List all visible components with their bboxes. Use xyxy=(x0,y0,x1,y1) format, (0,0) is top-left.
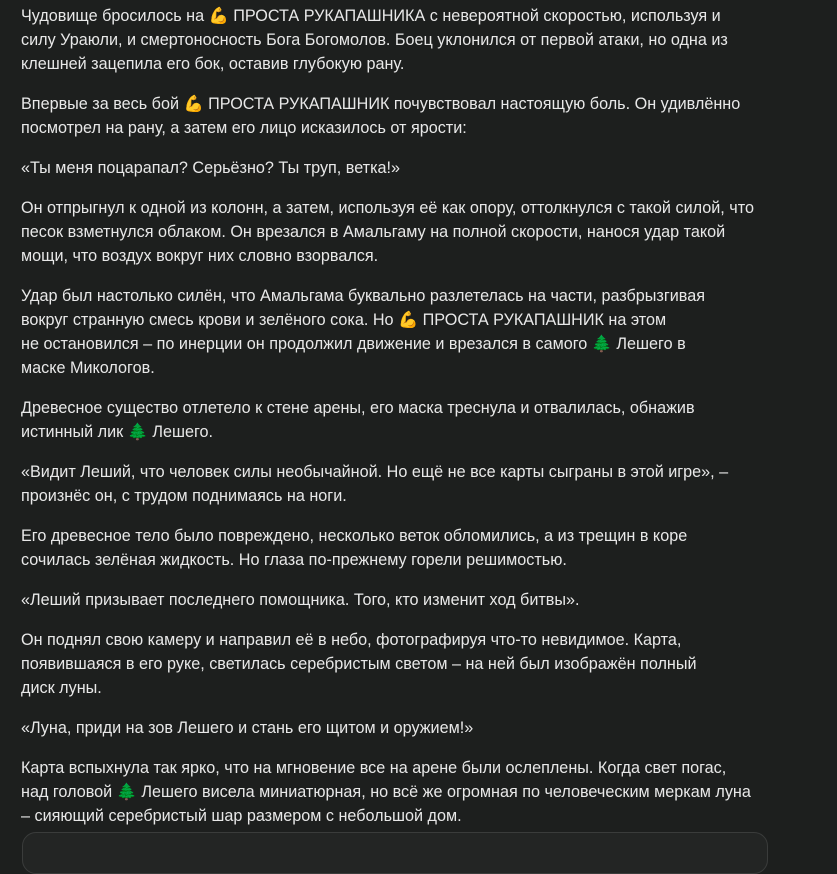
message-paragraph: «Луна, приди на зов Лешего и стань его щитом и оружием!» xyxy=(21,719,474,737)
message-paragraph: Древесное существо отлетело к стене арены, его маска треснула и отвалилась, обнажив истинный лик 🌲 Лешего. xyxy=(21,399,695,441)
message-paragraph: Карта вспыхнула так ярко, что на мгновение все на арене были ослеплены. Когда свет погас, над головой 🌲 Лешего висела миниатюрная, но всё же огромная по человеческим меркам луна – сияющий серебристый шар размером с небольшой дом. xyxy=(21,759,751,825)
message-paragraph: Удар был настолько силён, что Амальгама буквально разлетелась на части, разбрызгивая вокруг странную смесь крови и зелёного сока. Но 💪 ПРОСТА РУКАПАШНИК на этом не остановился – по инерции он продолжил движение и врезался в самого 🌲 Лешего в маске Микологов. xyxy=(21,287,705,377)
message-paragraph: Он поднял свою камеру и направил её в небо, фотографируя что-то невидимое. Карта, появившаяся в его руке, светилась серебристым светом – на ней был изображён полный диск луны. xyxy=(21,631,697,697)
message-paragraph: Впервые за весь бой 💪 ПРОСТА РУКАПАШНИК почувствовал настоящую боль. Он удивлённо посмотрел на рану, а затем его лицо исказилось от ярости: xyxy=(21,95,741,137)
assistant-message xyxy=(21,4,811,844)
message-paragraph: «Видит Леший, что человек силы необычайной. Но ещё не все карты сыграны в этой игре», – произнёс он, с трудом поднимаясь на ноги. xyxy=(21,463,729,505)
message-paragraph: «Ты меня поцарапал? Серьёзно? Ты труп, ветка!» xyxy=(21,159,401,177)
message-paragraph: Чудовище бросилось на 💪 ПРОСТА РУКАПАШНИКА с невероятной скоростью, используя и силу Ураюли, и смертоносность Бога Богомолов. Боец уклонился от первой атаки, но одна из клешней зацепила его бок, оставив глубокую рану. xyxy=(21,7,728,73)
message-input-bar[interactable] xyxy=(22,832,768,874)
message-paragraph: «Леший призывает последнего помощника. Того, кто изменит ход битвы». xyxy=(21,591,580,609)
message-paragraph: Его древесное тело было повреждено, несколько веток обломились, а из трещин в коре сочилась зелёная жидкость. Но глаза по-прежнему горели решимостью. xyxy=(21,527,688,569)
message-paragraph: Он отпрыгнул к одной из колонн, а затем, используя её как опору, оттолкнулся с такой силой, что песок взметнулся облаком. Он врезался в Амальгаму на полной скорости, нанося удар такой мощи, что воздух вокруг них словно взорвался. xyxy=(21,199,754,265)
